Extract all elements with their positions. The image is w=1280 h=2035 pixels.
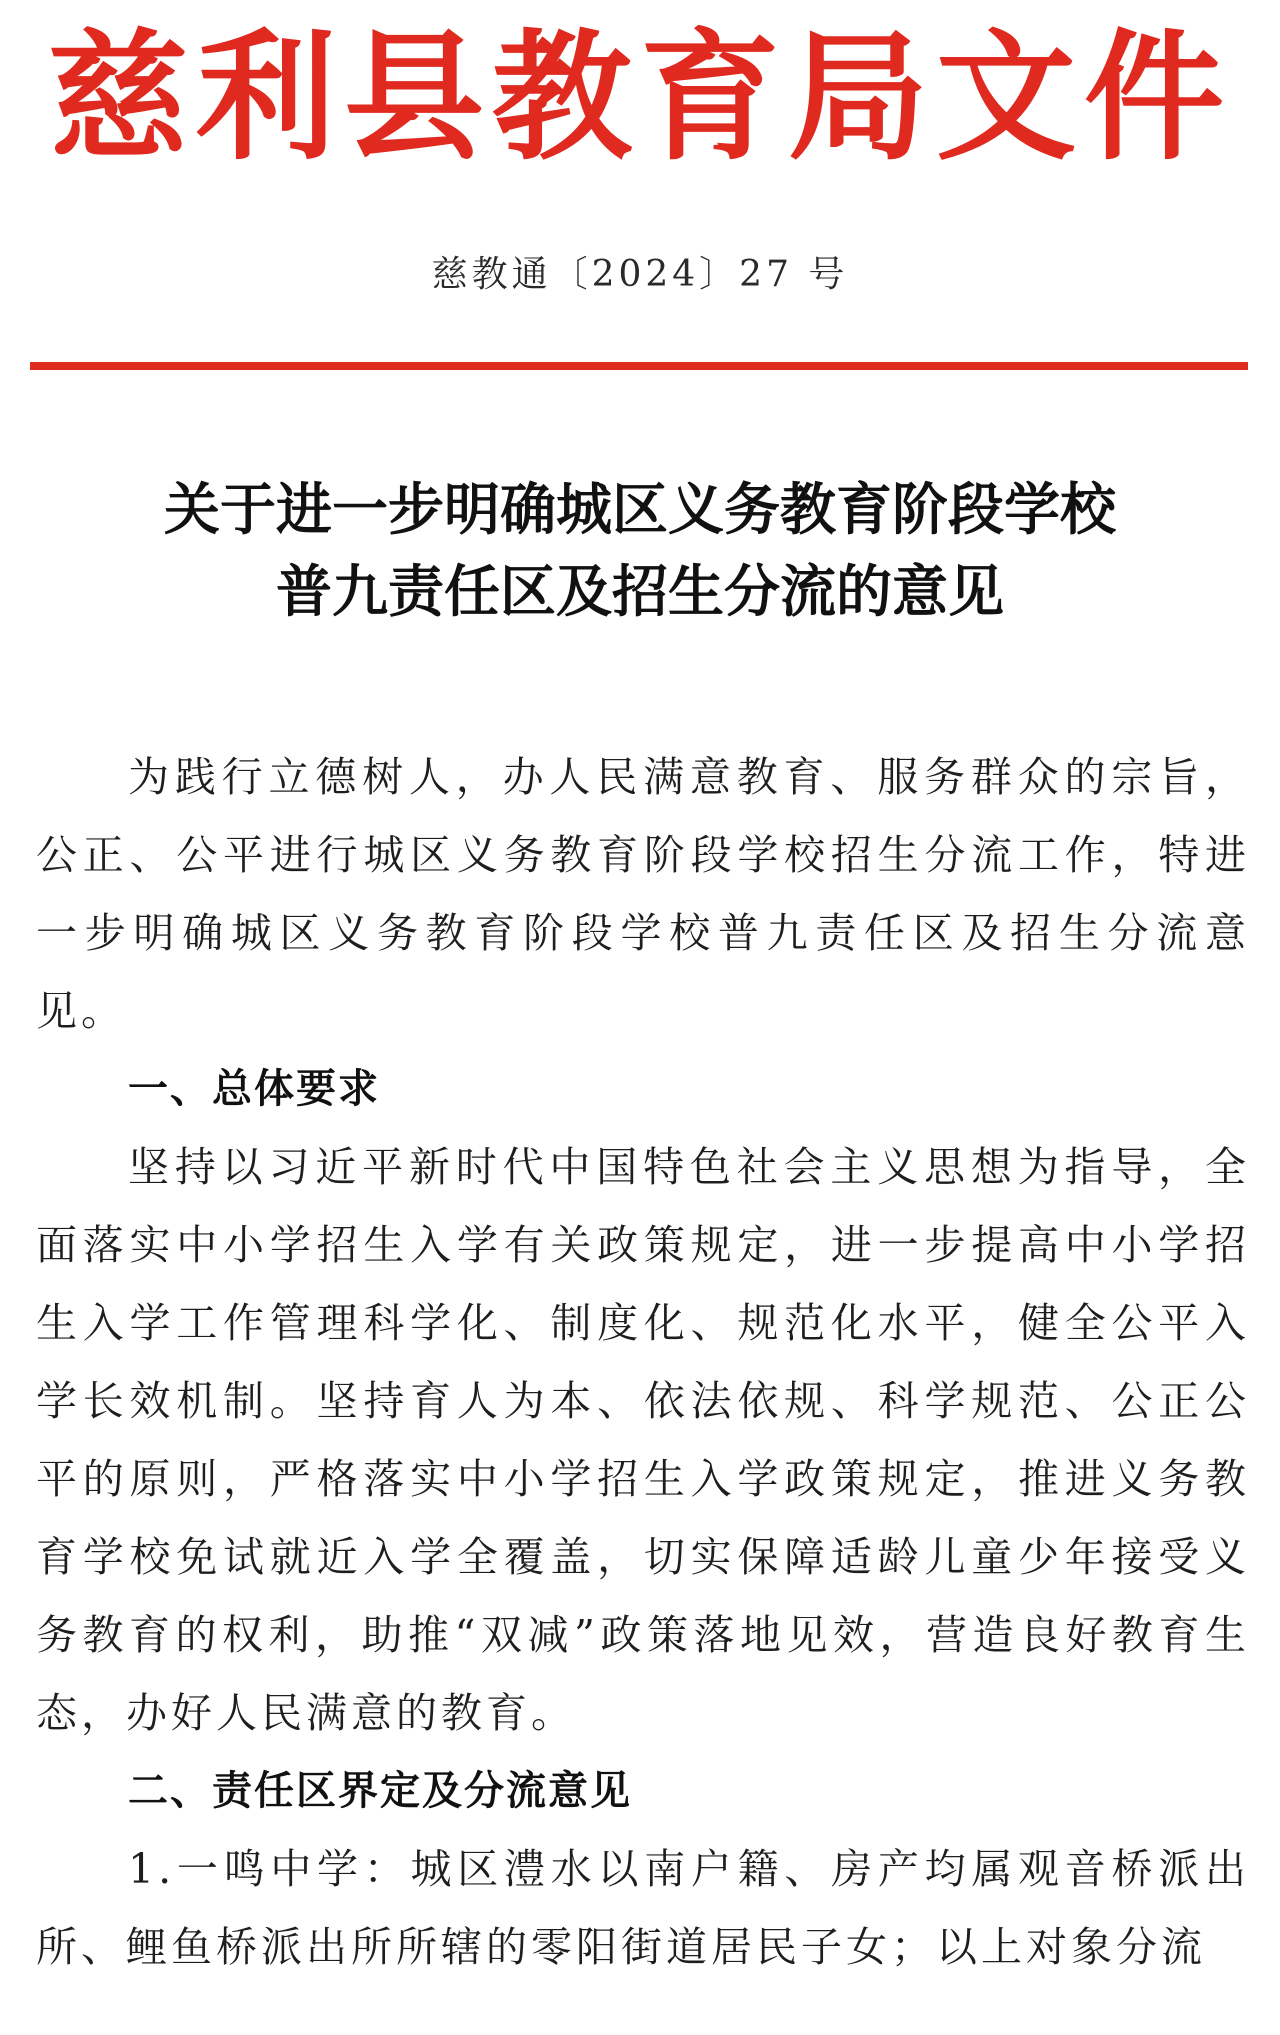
section-heading-general-requirements: 一、总体要求 (128, 1066, 380, 1112)
document-body (36, 738, 1250, 1986)
document-number: 慈教通〔2024〕27 号 (431, 254, 849, 295)
item-1-paragraph: 1.一鸣中学：城区澧水以南户籍、房产均属观音桥派出所、鲤鱼桥派出所所辖的零阳街道居民子女；以上对象分流 (36, 1845, 1250, 1971)
document-title-line-2: 普九责任区及招生分流的意见 (276, 560, 1004, 625)
issuer-title: 慈利县教育局文件 (47, 17, 1232, 180)
document-title (40, 470, 1240, 634)
general-requirements-paragraph: 坚持以习近平新时代中国特色社会主义思想为指导，全面落实中小学招生入学有关政策规定，进一步提高中小学招生入学工作管理科学化、制度化、规范化水平，健全公平入学长效机制。坚持育人为本、依法依规、科学规范、公正公平的原则，严格落实中小学招生入学政策规定，推进义务教育学校免试就近入学全覆盖，切实保障适龄儿童少年接受义务教育的权利，助推“双减”政策落地见效，营造良好教育生态，办好人民满意的教育。 (36, 1143, 1250, 1737)
document-title-line-1: 关于进一步明确城区义务教育阶段学校 (164, 478, 1116, 543)
red-divider (30, 362, 1248, 370)
intro-paragraph: 为践行立德树人，办人民满意教育、服务群众的宗旨，公正、公平进行城区义务教育阶段学校招生分流工作，特进一步明确城区义务教育阶段学校普九责任区及招生分流意见。 (36, 753, 1250, 1035)
section-heading-responsibility-zones: 二、责任区界定及分流意见 (128, 1768, 632, 1814)
